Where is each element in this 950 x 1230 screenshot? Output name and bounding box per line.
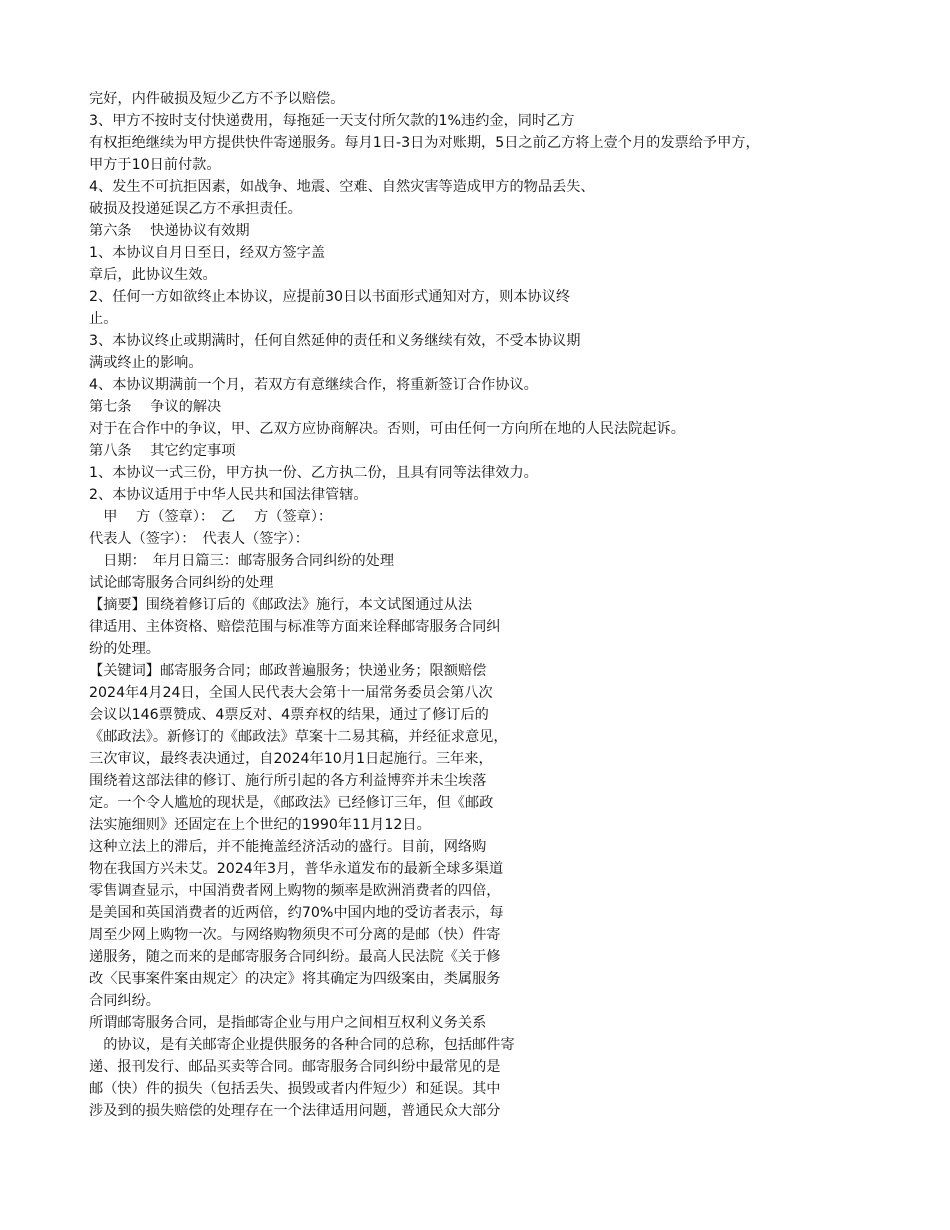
text-line: 围绕着这部法律的修订、施行所引起的各方利益博弈并未尘埃落 (89, 773, 487, 789)
text-line: 邮（快）件的损失（包括丢失、损毁或者内件短少）和延误。其中 (89, 1081, 501, 1097)
date-line: 日期： 年月日篇三：邮寄服务合同纠纷的处理 (89, 553, 395, 569)
text-line: 改〈民事案件案由规定〉的决定》将其确定为四级案由，类属服务 (89, 971, 501, 987)
text-line: 零售调查显示，中国消费者网上购物的频率是欧洲消费者的四倍， (89, 883, 501, 899)
text-line: 定。一个令人尴尬的现状是，《邮政法》已经修订三年，但《邮政 (89, 795, 494, 811)
signature-line: 代表人（签字）： 代表人（签字）： (89, 531, 309, 547)
text-line: 是美国和英国消费者的近两倍，约70%中国内地的受访者表示，每 (89, 905, 504, 921)
text-line: 有权拒绝继续为甲方提供快件寄递服务。每月1日-3日为对账期，5日之前乙方将上壹个月的发票给予甲方， (89, 135, 760, 151)
abstract-line: 【摘要】围绕着修订后的《邮政法》施行，本文试图通过从法 (89, 597, 473, 613)
text-line: 1、本协议自月日至日，经双方签字盖 (89, 245, 326, 261)
text-line: 完好，内件破损及短少乙方不予以赔偿。 (89, 91, 345, 107)
text-line: 2024年4月24日，全国人民代表大会第十一届常务委员会第八次 (89, 685, 493, 701)
text-line: 满或终止的影响。 (89, 355, 203, 371)
text-line: 周至少网上购物一次。与网络购物须臾不可分离的是邮（快）件寄 (89, 927, 501, 943)
keywords-line: 【关键词】邮寄服务合同；邮政普遍服务；快递业务；限额赔偿 (89, 663, 487, 679)
document-body (89, 88, 939, 1122)
signature-line: 甲 方（签章）： 乙 方（签章）： (89, 509, 333, 525)
text-line: 涉及到的损失赔偿的处理存在一个法律适用问题，普通民众大部分 (89, 1103, 501, 1119)
text-line: 的协议，是有关邮寄企业提供服务的各种合同的总称，包括邮件寄 (89, 1037, 515, 1053)
text-line: 这种立法上的滞后，并不能掩盖经济活动的盛行。目前，网络购 (89, 839, 487, 855)
text-line: 三次审议，最终表决通过，自2024年10月1日起施行。三年来， (89, 751, 493, 767)
section-heading: 第八条 其它约定事项 (89, 443, 236, 459)
text-line: 《邮政法》。新修订的《邮政法》草案十二易其稿，并经征求意见， (89, 729, 508, 745)
text-line: 递服务，随之而来的是邮寄服务合同纠纷。最高人民法院《关于修 (89, 949, 501, 965)
article-title: 试论邮寄服务合同纠纷的处理 (89, 575, 274, 591)
text-line: 1、本协议一式三份，甲方执一份、乙方执二份，且具有同等法律效力。 (89, 465, 538, 481)
text-line: 所谓邮寄服务合同，是指邮寄企业与用户之间相互权利义务关系 (89, 1015, 487, 1031)
text-line: 3、本协议终止或期满时，任何自然延伸的责任和义务继续有效，不受本协议期 (89, 333, 581, 349)
text-line: 对于在合作中的争议，甲、乙双方应协商解决。否则，可由任何一方向所在地的人民法院起诉。 (89, 421, 685, 437)
text-line: 4、发生不可抗拒因素，如战争、地震、空难、自然灾害等造成甲方的物品丢失、 (89, 179, 595, 195)
abstract-line: 纷的处理。 (89, 641, 160, 657)
text-line: 会议以146票赞成、4票反对、4票弃权的结果，通过了修订后的 (89, 707, 489, 723)
text-line: 法实施细则》还固定在上个世纪的1990年11月12日。 (89, 817, 431, 833)
section-heading: 第六条 快递协议有效期 (89, 223, 250, 239)
text-line: 4、本协议期满前一个月，若双方有意继续合作，将重新签订合作协议。 (89, 377, 538, 393)
text-line: 2、任何一方如欲终止本协议，应提前30日以书面形式通知对方，则本协议终 (89, 289, 571, 305)
text-line: 递、报刊发行、邮品买卖等合同。邮寄服务合同纠纷中最常见的是 (89, 1059, 501, 1075)
abstract-line: 律适用、主体资格、赔偿范围与标准等方面来诠释邮寄服务合同纠 (89, 619, 501, 635)
text-line: 破损及投递延误乙方不承担责任。 (89, 201, 302, 217)
text-line: 甲方于10日前付款。 (89, 157, 221, 173)
text-line: 物在我国方兴未艾。2024年3月，普华永道发布的最新全球多渠道 (89, 861, 504, 877)
text-line: 2、本协议适用于中华人民共和国法律管辖。 (89, 487, 368, 503)
text-line: 3、甲方不按时支付快递费用，每拖延一天支付所欠款的1%违约金，同时乙方 (89, 113, 575, 129)
text-line: 止。 (89, 311, 118, 327)
section-heading: 第七条 争议的解决 (89, 399, 222, 415)
text-line: 章后，此协议生效。 (89, 267, 217, 283)
text-line: 合同纠纷。 (89, 993, 160, 1009)
